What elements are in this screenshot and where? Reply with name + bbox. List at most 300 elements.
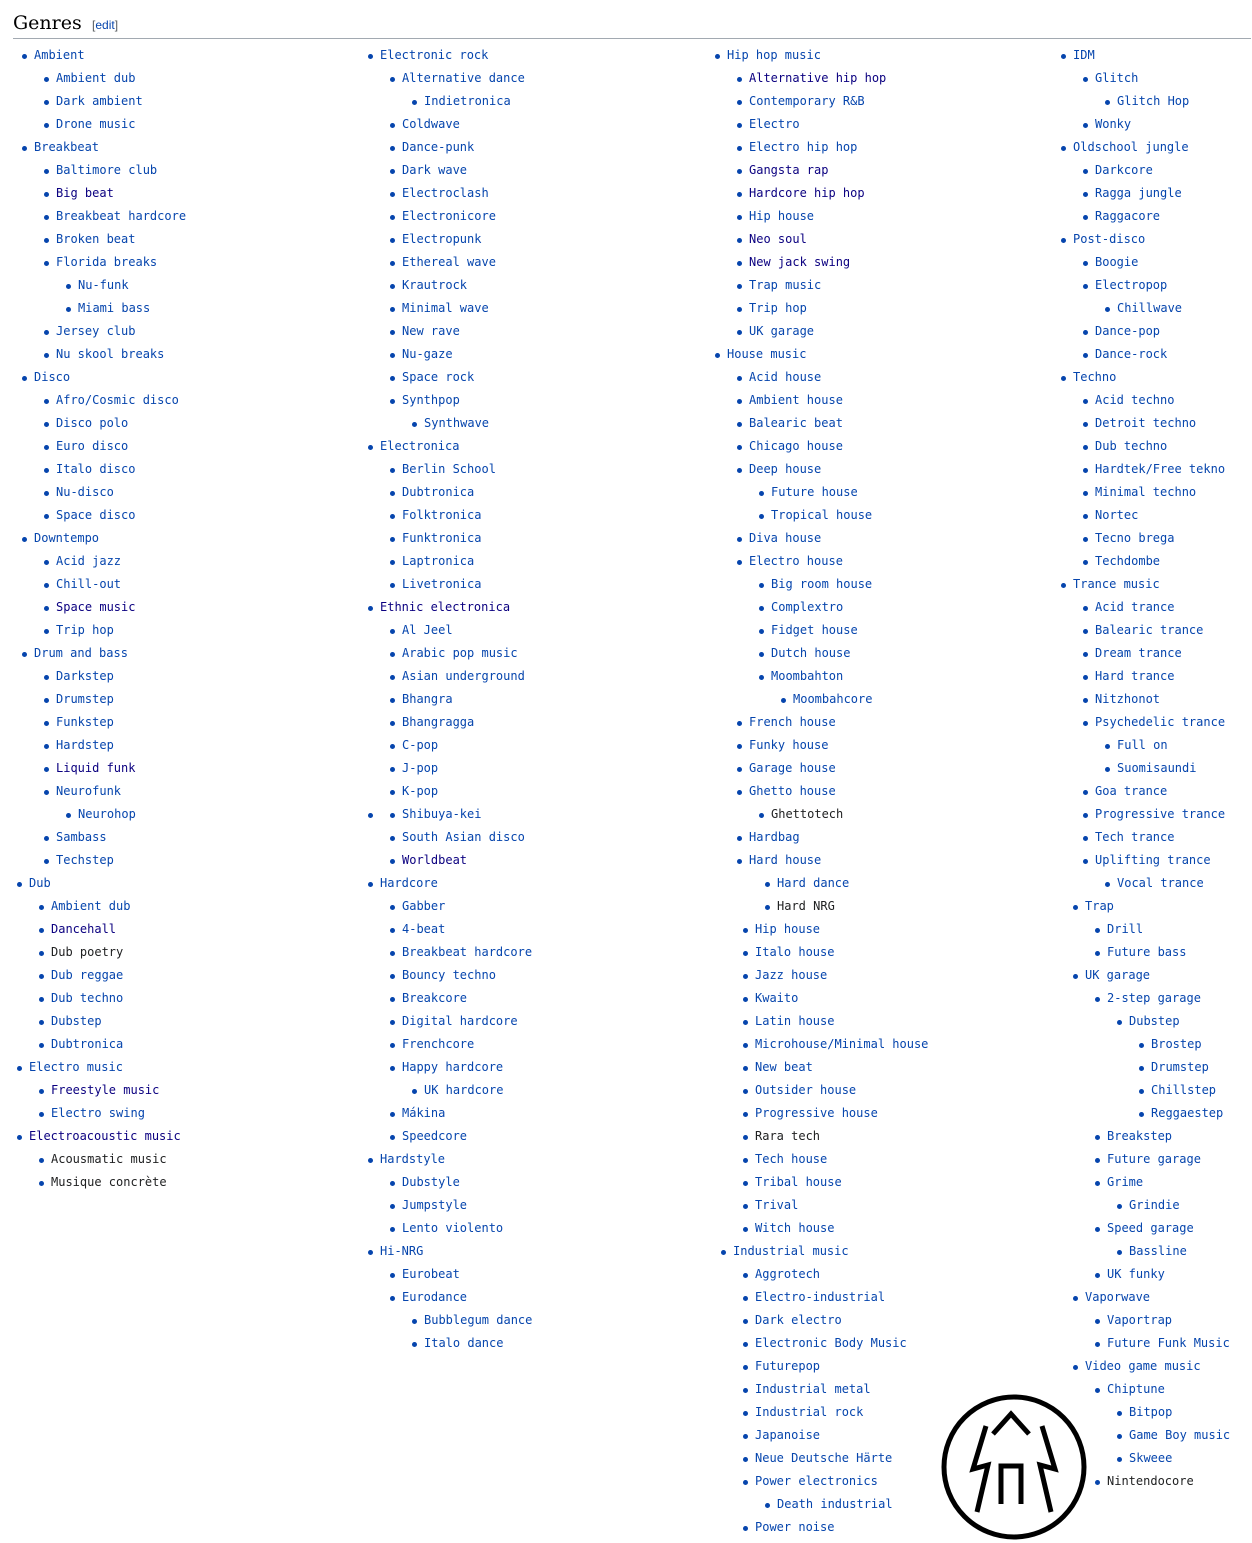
genre-link[interactable]: Electronic rock	[380, 48, 489, 62]
genre-link[interactable]: Gangsta rap	[749, 163, 829, 177]
genre-link[interactable]: Frenchcore	[402, 1037, 475, 1051]
genre-link[interactable]: Progressive trance	[1095, 807, 1226, 821]
genre-link[interactable]: Dubtronica	[402, 485, 475, 499]
genre-link[interactable]: Jersey club	[56, 324, 136, 338]
genre-link[interactable]: UK garage	[749, 324, 815, 338]
genre-link[interactable]: Breakcore	[402, 991, 468, 1005]
genre-link[interactable]: Nu-gaze	[402, 347, 453, 361]
genre-link[interactable]: Synthpop	[402, 393, 460, 407]
genre-link[interactable]: Nu skool breaks	[56, 347, 165, 361]
bullet-icon	[743, 1411, 748, 1416]
genre-link[interactable]: Game Boy music	[1129, 1428, 1231, 1442]
genre-link[interactable]: Neurohop	[78, 807, 136, 821]
bullet-icon	[390, 1043, 395, 1048]
genre-link[interactable]: Dub	[29, 876, 51, 890]
genre-link[interactable]: Electropunk	[402, 232, 482, 246]
genre-link[interactable]: Big room house	[771, 577, 873, 591]
genre-link[interactable]: Berlin School	[402, 462, 496, 476]
genre-link[interactable]: Italo dance	[424, 1336, 504, 1350]
genre-link[interactable]: Synthwave	[424, 416, 490, 430]
bullet-icon	[759, 491, 764, 496]
genre-link[interactable]: Bitpop	[1129, 1405, 1173, 1419]
genre-link[interactable]: Chillstep	[1151, 1083, 1217, 1097]
bullet-icon	[390, 399, 395, 404]
genre-link[interactable]: Power electronics	[755, 1474, 878, 1488]
genre-link[interactable]: Electronicore	[402, 209, 496, 223]
genre-link[interactable]: Kwaito	[755, 991, 799, 1005]
genre-link[interactable]: Microhouse/Minimal house	[755, 1037, 929, 1051]
bullet-icon	[390, 905, 395, 910]
genre-link[interactable]: House music	[727, 347, 807, 361]
genre-link[interactable]: Nitzhonot	[1095, 692, 1161, 706]
genre-link[interactable]: Dubstep	[51, 1014, 102, 1028]
genre-link[interactable]: Acousmatic music	[51, 1152, 167, 1166]
genre-link[interactable]: Techstep	[56, 853, 114, 867]
genre-link[interactable]: Trival	[755, 1198, 799, 1212]
genre-link[interactable]: Diva house	[749, 531, 822, 545]
genre-link[interactable]: Neo soul	[749, 232, 807, 246]
genre-link[interactable]: Balearic trance	[1095, 623, 1204, 637]
genre-link[interactable]: Techdombe	[1095, 554, 1161, 568]
bullet-icon	[1083, 353, 1088, 358]
genre-link[interactable]: Bubblegum dance	[424, 1313, 533, 1327]
bullet-icon	[44, 399, 49, 404]
bullet-icon	[1139, 1112, 1144, 1117]
genre-link[interactable]: Boogie	[1095, 255, 1139, 269]
genre-link[interactable]: Darkcore	[1095, 163, 1153, 177]
genre-link[interactable]: Detroit techno	[1095, 416, 1197, 430]
genre-link[interactable]: Ethnic electronica	[380, 600, 511, 614]
genre-link[interactable]: Post-disco	[1073, 232, 1146, 246]
bullet-icon	[44, 468, 49, 473]
genre-link[interactable]: Ambient dub	[56, 71, 136, 85]
genre-link[interactable]: Hip house	[749, 209, 815, 223]
genre-link[interactable]: Nu-funk	[78, 278, 129, 292]
genre-link[interactable]: Chill-out	[56, 577, 122, 591]
genre-link[interactable]: Gabber	[402, 899, 446, 913]
bullet-icon	[743, 1480, 748, 1485]
genre-link[interactable]: Dark ambient	[56, 94, 143, 108]
genre-link[interactable]: Futurepop	[755, 1359, 821, 1373]
genre-link[interactable]: Raggacore	[1095, 209, 1161, 223]
genre-link[interactable]: Neue Deutsche Härte	[755, 1451, 893, 1465]
genre-link[interactable]: Dance-pop	[1095, 324, 1161, 338]
genre-link[interactable]: Bhangragga	[402, 715, 475, 729]
genre-link[interactable]: Garage house	[749, 761, 836, 775]
genre-link[interactable]: Funktronica	[402, 531, 482, 545]
genre-link[interactable]: Baltimore club	[56, 163, 158, 177]
bullet-icon	[1083, 721, 1088, 726]
genre-link[interactable]: Space disco	[56, 508, 136, 522]
genre-link[interactable]: Vocal trance	[1117, 876, 1204, 890]
genre-link[interactable]: Minimal wave	[402, 301, 489, 315]
genre-link[interactable]: Tropical house	[771, 508, 873, 522]
genre-link[interactable]: Ghetto house	[749, 784, 836, 798]
genre-link[interactable]: K-pop	[402, 784, 439, 798]
genre-link[interactable]: New rave	[402, 324, 460, 338]
genre-link[interactable]: Jumpstyle	[402, 1198, 468, 1212]
genre-link[interactable]: Dubstep	[1129, 1014, 1180, 1028]
bullet-icon	[390, 721, 395, 726]
genre-link[interactable]: Al Jeel	[402, 623, 453, 637]
genre-link[interactable]: Oldschool jungle	[1073, 140, 1189, 154]
genre-link[interactable]: Electro	[749, 117, 800, 131]
genre-link[interactable]: Future bass	[1107, 945, 1187, 959]
genre-link[interactable]: Electropop	[1095, 278, 1168, 292]
genre-link[interactable]: Brostep	[1151, 1037, 1202, 1051]
genre-link[interactable]: Big beat	[56, 186, 114, 200]
genre-link[interactable]: Breakbeat	[34, 140, 100, 154]
genre-link[interactable]: Miami bass	[78, 301, 151, 315]
genre-link[interactable]: Vaporwave	[1085, 1290, 1151, 1304]
bullet-icon	[1083, 399, 1088, 404]
genre-link[interactable]: Drone music	[56, 117, 136, 131]
genre-link[interactable]: Power noise	[755, 1520, 835, 1534]
genre-link[interactable]: Ghettotech	[771, 807, 844, 821]
genre-link[interactable]: Florida breaks	[56, 255, 158, 269]
genre-link[interactable]: Ambient dub	[51, 899, 131, 913]
genre-link[interactable]: Dub techno	[1095, 439, 1168, 453]
genre-link[interactable]: Electro hip hop	[749, 140, 858, 154]
genre-link[interactable]: French house	[749, 715, 836, 729]
genre-link[interactable]: Dancehall	[51, 922, 117, 936]
genre-link[interactable]: Ragga jungle	[1095, 186, 1182, 200]
bullet-icon	[743, 974, 748, 979]
genre-link[interactable]: Wonky	[1095, 117, 1132, 131]
genre-link[interactable]: Krautrock	[402, 278, 468, 292]
bullet-icon	[1061, 238, 1066, 243]
genre-link[interactable]: Balearic beat	[749, 416, 843, 430]
genre-link[interactable]: Dubstyle	[402, 1175, 460, 1189]
genre-link[interactable]: Suomisaundi	[1117, 761, 1197, 775]
genre-link[interactable]: Electronica	[380, 439, 460, 453]
genre-link[interactable]: Acid techno	[1095, 393, 1175, 407]
genre-link[interactable]: Broken beat	[56, 232, 136, 246]
bullet-icon	[743, 1204, 748, 1209]
bullet-icon	[1083, 629, 1088, 634]
bullet-icon	[1105, 307, 1110, 312]
genre-link[interactable]: Hardcore hip hop	[749, 186, 865, 200]
genre-link[interactable]: Eurodance	[402, 1290, 468, 1304]
genre-link[interactable]: Future house	[771, 485, 858, 499]
bullet-icon	[737, 560, 742, 565]
bullet-icon	[44, 514, 49, 519]
genre-link[interactable]: UK garage	[1085, 968, 1151, 982]
genre-link[interactable]: Sambass	[56, 830, 107, 844]
genre-link[interactable]: Italo disco	[56, 462, 136, 476]
genre-link[interactable]: Disco	[34, 370, 71, 384]
genre-link[interactable]: New jack swing	[749, 255, 851, 269]
genre-link[interactable]: Tribal house	[755, 1175, 842, 1189]
bullet-icon	[759, 675, 764, 680]
genre-link[interactable]: Tech trance	[1095, 830, 1175, 844]
genre-link[interactable]: Trap music	[749, 278, 822, 292]
genre-link[interactable]: Industrial rock	[755, 1405, 864, 1419]
genre-link[interactable]: Dark electro	[755, 1313, 842, 1327]
bullet-icon	[743, 1526, 748, 1531]
genre-link[interactable]: Electro-industrial	[755, 1290, 886, 1304]
genre-link[interactable]: Goa trance	[1095, 784, 1168, 798]
bullet-icon	[1061, 146, 1066, 151]
bullet-icon	[390, 123, 395, 128]
genre-link[interactable]: Tecno brega	[1095, 531, 1175, 545]
genre-link[interactable]: Industrial metal	[755, 1382, 871, 1396]
genre-link[interactable]: Arabic pop music	[402, 646, 518, 660]
bullet-icon	[1095, 951, 1100, 956]
genre-link[interactable]: Hip hop music	[727, 48, 821, 62]
genre-link[interactable]: Grindie	[1129, 1198, 1180, 1212]
bullet-icon	[22, 54, 27, 59]
genre-link[interactable]: Nu-disco	[56, 485, 114, 499]
bullet-icon	[390, 192, 395, 197]
genre-link[interactable]: Funkstep	[56, 715, 114, 729]
genre-link[interactable]: Hard NRG	[777, 899, 835, 913]
genre-link[interactable]: Dream trance	[1095, 646, 1182, 660]
genre-link[interactable]: Musique concrète	[51, 1175, 167, 1189]
genre-link[interactable]: Hardstyle	[380, 1152, 446, 1166]
edit-link[interactable]: edit	[95, 18, 115, 32]
genre-link[interactable]: Latin house	[755, 1014, 835, 1028]
bullet-icon	[1083, 859, 1088, 864]
genre-link[interactable]: Nortec	[1095, 508, 1139, 522]
genre-link[interactable]: Hardtek/Free tekno	[1095, 462, 1226, 476]
genre-link[interactable]: Breakbeat hardcore	[402, 945, 533, 959]
genre-link[interactable]: Dance-punk	[402, 140, 475, 154]
genre-link[interactable]: Deep house	[749, 462, 822, 476]
bullet-icon	[737, 284, 742, 289]
genre-link[interactable]: Outsider house	[755, 1083, 857, 1097]
genre-link[interactable]: South Asian disco	[402, 830, 525, 844]
bullet-icon	[1083, 652, 1088, 657]
bullet-icon	[1083, 606, 1088, 611]
bullet-icon	[1083, 445, 1088, 450]
genre-link[interactable]: Skweee	[1129, 1451, 1173, 1465]
genre-link[interactable]: Freestyle music	[51, 1083, 160, 1097]
genre-link[interactable]: Witch house	[755, 1221, 835, 1235]
genre-link[interactable]: Bhangra	[402, 692, 453, 706]
genre-link[interactable]: Japanoise	[755, 1428, 821, 1442]
genre-link[interactable]: Folktronica	[402, 508, 482, 522]
genre-link[interactable]: Disco polo	[56, 416, 129, 430]
genre-link[interactable]: Electronic Body Music	[755, 1336, 907, 1350]
genre-link[interactable]: Alternative dance	[402, 71, 525, 85]
bullet-icon	[715, 353, 720, 358]
genre-link[interactable]: 4-beat	[402, 922, 446, 936]
genre-link[interactable]: J-pop	[402, 761, 439, 775]
genre-link[interactable]: Euro disco	[56, 439, 129, 453]
genre-link[interactable]: Ambient house	[749, 393, 843, 407]
genre-link[interactable]: Future garage	[1107, 1152, 1201, 1166]
genre-link[interactable]: Speedcore	[402, 1129, 468, 1143]
genre-link[interactable]: Moombahton	[771, 669, 844, 683]
genre-link[interactable]: Rara tech	[755, 1129, 821, 1143]
bullet-icon	[390, 997, 395, 1002]
bullet-icon	[390, 1020, 395, 1025]
genre-link[interactable]: Dance-rock	[1095, 347, 1168, 361]
genre-link[interactable]: Electroacoustic music	[29, 1129, 181, 1143]
genre-link[interactable]: Fidget house	[771, 623, 858, 637]
genre-link[interactable]: Full on	[1117, 738, 1168, 752]
genre-link[interactable]: Trance music	[1073, 577, 1160, 591]
genre-link[interactable]: Liquid funk	[56, 761, 136, 775]
genre-link[interactable]: Happy hardcore	[402, 1060, 504, 1074]
genre-link[interactable]: UK funky	[1107, 1267, 1165, 1281]
genre-link[interactable]: Mákina	[402, 1106, 446, 1120]
bullet-icon	[1083, 284, 1088, 289]
genre-link[interactable]: Hard dance	[777, 876, 850, 890]
genre-link[interactable]: Coldwave	[402, 117, 460, 131]
bullet-icon	[1083, 813, 1088, 818]
genre-link[interactable]: Hardstep	[56, 738, 114, 752]
genre-link[interactable]: Shibuya-kei	[402, 807, 482, 821]
genre-link[interactable]: Contemporary R&B	[749, 94, 865, 108]
bullet-icon	[1083, 192, 1088, 197]
genre-link[interactable]: IDM	[1073, 48, 1095, 62]
genre-link[interactable]: Progressive house	[755, 1106, 878, 1120]
genre-link[interactable]: Drumstep	[56, 692, 114, 706]
genre-link[interactable]: Chicago house	[749, 439, 843, 453]
genre-link[interactable]: Electro music	[29, 1060, 123, 1074]
genre-link[interactable]: Drumstep	[1151, 1060, 1209, 1074]
genre-link[interactable]: Alternative hip hop	[749, 71, 887, 85]
bullet-icon	[743, 1135, 748, 1140]
genre-link[interactable]: Acid jazz	[56, 554, 122, 568]
genre-link[interactable]: Bassline	[1129, 1244, 1187, 1258]
genre-link[interactable]: Livetronica	[402, 577, 482, 591]
genre-link[interactable]: Electro house	[749, 554, 843, 568]
bullet-icon	[1083, 560, 1088, 565]
bullet-icon	[737, 215, 742, 220]
genre-link[interactable]: Acid trance	[1095, 600, 1175, 614]
bullet-icon	[1117, 1457, 1122, 1462]
bullet-icon	[759, 813, 764, 818]
bullet-icon	[390, 1066, 395, 1071]
genre-link[interactable]: Nintendocore	[1107, 1474, 1194, 1488]
genre-link[interactable]: Moombahcore	[793, 692, 873, 706]
bullet-icon	[390, 698, 395, 703]
genre-link[interactable]: Afro/Cosmic disco	[56, 393, 179, 407]
genre-link[interactable]: Trip hop	[56, 623, 114, 637]
genre-link[interactable]: Digital hardcore	[402, 1014, 518, 1028]
genre-link[interactable]: Trap	[1085, 899, 1114, 913]
genre-link[interactable]: Electro swing	[51, 1106, 145, 1120]
genre-link[interactable]: 2-step garage	[1107, 991, 1201, 1005]
genre-link[interactable]: Funky house	[749, 738, 829, 752]
bullet-icon	[737, 192, 742, 197]
bullet-icon	[1083, 514, 1088, 519]
genre-link[interactable]: Chillwave	[1117, 301, 1183, 315]
bullet-icon	[44, 77, 49, 82]
genre-link[interactable]: Breakbeat hardcore	[56, 209, 187, 223]
genre-link[interactable]: Uplifting trance	[1095, 853, 1211, 867]
genre-link[interactable]: New beat	[755, 1060, 813, 1074]
genre-link[interactable]: Dub poetry	[51, 945, 124, 959]
bullet-icon	[44, 123, 49, 128]
genre-link[interactable]: Laptronica	[402, 554, 475, 568]
genre-link[interactable]: Drum and bass	[34, 646, 128, 660]
genre-link[interactable]: Ethereal wave	[402, 255, 496, 269]
genre-link[interactable]: Downtempo	[34, 531, 100, 545]
genre-link[interactable]: Lento violento	[402, 1221, 504, 1235]
genre-link[interactable]: Bouncy techno	[402, 968, 496, 982]
genre-link[interactable]: Future Funk Music	[1107, 1336, 1230, 1350]
bullet-icon	[44, 445, 49, 450]
genre-link[interactable]: Glitch	[1095, 71, 1139, 85]
genre-link[interactable]: Video game music	[1085, 1359, 1201, 1373]
genre-link[interactable]: Vaportrap	[1107, 1313, 1173, 1327]
genre-link[interactable]: C-pop	[402, 738, 439, 752]
genre-link[interactable]: Minimal techno	[1095, 485, 1197, 499]
genre-link[interactable]: Techno	[1073, 370, 1117, 384]
bullet-icon	[743, 1158, 748, 1163]
genre-link[interactable]: Death industrial	[777, 1497, 893, 1511]
bullet-icon	[1095, 1135, 1100, 1140]
bullet-icon	[1083, 537, 1088, 542]
genre-link[interactable]: Space rock	[402, 370, 475, 384]
genre-link[interactable]: Jazz house	[755, 968, 828, 982]
genre-link[interactable]: Dark wave	[402, 163, 468, 177]
bullet-icon	[44, 859, 49, 864]
genre-link[interactable]: Worldbeat	[402, 853, 468, 867]
genre-link[interactable]: Indietronica	[424, 94, 511, 108]
bullet-icon	[1117, 1411, 1122, 1416]
genre-link[interactable]: Hi-NRG	[380, 1244, 424, 1258]
bullet-icon	[1139, 1066, 1144, 1071]
genre-link[interactable]: Grime	[1107, 1175, 1144, 1189]
genre-link[interactable]: Hardbag	[749, 830, 800, 844]
genre-link[interactable]: Darkstep	[56, 669, 114, 683]
genre-link[interactable]: Hip house	[755, 922, 821, 936]
genre-link[interactable]: Aggrotech	[755, 1267, 821, 1281]
bullet-icon	[390, 767, 395, 772]
bullet-icon	[737, 468, 742, 473]
genre-link[interactable]: Complextro	[771, 600, 844, 614]
bullet-icon	[737, 261, 742, 266]
bullet-icon	[721, 1250, 726, 1255]
genre-link[interactable]: Italo house	[755, 945, 835, 959]
genre-link[interactable]: Breakstep	[1107, 1129, 1173, 1143]
genre-link[interactable]: Chiptune	[1107, 1382, 1165, 1396]
genre-link[interactable]: Psychedelic trance	[1095, 715, 1226, 729]
bullet-icon	[44, 583, 49, 588]
genre-link[interactable]: Tech house	[755, 1152, 828, 1166]
genre-link[interactable]: Hard house	[749, 853, 822, 867]
genre-link[interactable]: Industrial music	[733, 1244, 849, 1258]
genre-link[interactable]: Dub techno	[51, 991, 124, 1005]
genre-link[interactable]: Dub reggae	[51, 968, 124, 982]
genre-link[interactable]: Neurofunk	[56, 784, 122, 798]
genre-link[interactable]: UK hardcore	[424, 1083, 504, 1097]
genre-link[interactable]: Asian underground	[402, 669, 525, 683]
genre-link[interactable]: Hard trance	[1095, 669, 1175, 683]
genre-link[interactable]: Glitch Hop	[1117, 94, 1190, 108]
genre-link[interactable]: Acid house	[749, 370, 822, 384]
genre-link[interactable]: Eurobeat	[402, 1267, 460, 1281]
genre-link[interactable]: Speed garage	[1107, 1221, 1194, 1235]
genre-link[interactable]: Reggaestep	[1151, 1106, 1224, 1120]
genre-link[interactable]: Hardcore	[380, 876, 438, 890]
genre-link[interactable]: Ambient	[34, 48, 85, 62]
genre-link[interactable]: Electroclash	[402, 186, 489, 200]
genre-link[interactable]: Drill	[1107, 922, 1144, 936]
bullet-icon	[1139, 1043, 1144, 1048]
bullet-icon	[412, 1342, 417, 1347]
genre-link[interactable]: Dutch house	[771, 646, 851, 660]
genre-link[interactable]: Trip hop	[749, 301, 807, 315]
genre-link[interactable]: Space music	[56, 600, 136, 614]
genre-link[interactable]: Dubtronica	[51, 1037, 124, 1051]
bullet-icon	[737, 77, 742, 82]
